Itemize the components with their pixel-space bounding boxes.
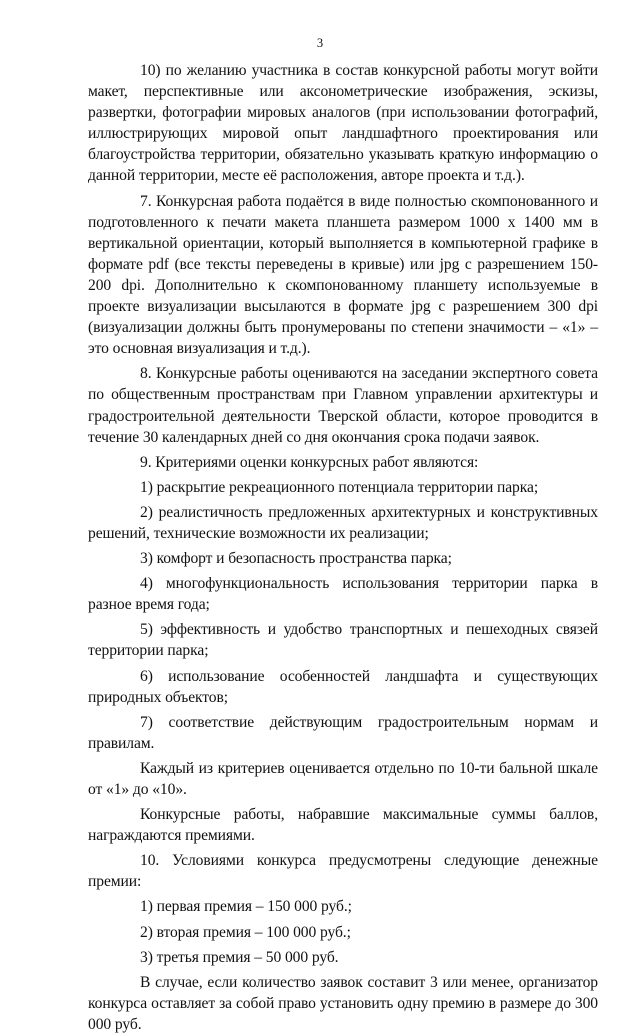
prize-first: 1) первая премия – 150 000 руб.; — [140, 898, 352, 916]
paragraph-9-criteria-heading: 9. Критериями оценки конкурсных работ являются: — [140, 453, 479, 471]
prize-third: 3) третья премия – 50 000 руб. — [140, 948, 339, 966]
paragraph-10-extra-materials: 10) по желанию участника в состав конкурсной работы могут войти макет, перспективные или аксонометрические изображения, эскизы, развертки, фотографии мировых аналогов (при использовании фотографий, иллюстрирующих мировой опыт ландшафтного проектирования или благоустройства территории, обязательно указывать краткую информацию о данной территории, месте её расположения, авторе проекта и т.д.). — [88, 62, 598, 185]
single-prize-clause: В случае, если количество заявок составит 3 или менее, организатор конкурса оставляет за собой право установить одну премию в размере до 300 000 руб. — [88, 973, 598, 1033]
paragraph-10-prizes-heading: 10. Условиями конкурса предусмотрены следующие денежные премии: — [88, 852, 598, 891]
awards-note: Конкурсные работы, набравшие максимальные суммы баллов, награждаются премиями. — [88, 806, 598, 845]
criterion-2: 2) реалистичность предложенных архитектурных и конструктивных решений, технические возможности их реализации; — [88, 503, 598, 542]
criterion-1: 1) раскрытие рекреационного потенциала территории парка; — [140, 478, 539, 496]
document-body — [88, 60, 598, 1035]
paragraph-8-evaluation: 8. Конкурсные работы оцениваются на заседании экспертного совета по общественным пространствам при Главном управлении архитектуры и градостроительной деятельности Тверской области, которое проводится в течение 30 календарных дней со дня окончания срока подачи заявок. — [88, 365, 598, 446]
criterion-6: 6) использование особенностей ландшафта и существующих природных объектов; — [88, 667, 598, 706]
criterion-5: 5) эффективность и удобство транспортных и пешеходных связей территории парка; — [88, 621, 598, 660]
prize-second: 2) вторая премия – 100 000 руб.; — [140, 923, 351, 941]
page-number: 3 — [316, 36, 324, 50]
criterion-4: 4) многофункциональность использования территории парка в разное время года; — [88, 575, 598, 614]
scoring-scale: Каждый из критериев оценивается отдельно по 10-ти бальной шкале от «1» до «10». — [88, 759, 598, 798]
criterion-3: 3) комфорт и безопасность пространства парка; — [140, 550, 452, 568]
paragraph-7-format: 7. Конкурсная работа подаётся в виде полностью скомпонованного и подготовленного к печати макета планшета размером 1000 х 1400 мм в вертикальной ориентации, который выполняется в компьютерной графике в формате pdf (все тексты переведены в кривые) или jpg с разрешением 150-200 dpi. Дополнительно к скомпонованному планшету используемые в проекте визуализации высылаются в формате jpg с разрешением 300 dpi (визуализации должны быть пронумерованы по степени значимости – «1» – это основная визуализация и т.д.). — [88, 192, 598, 358]
criterion-7: 7) соответствие действующим градостроительным нормам и правилам. — [88, 713, 598, 752]
